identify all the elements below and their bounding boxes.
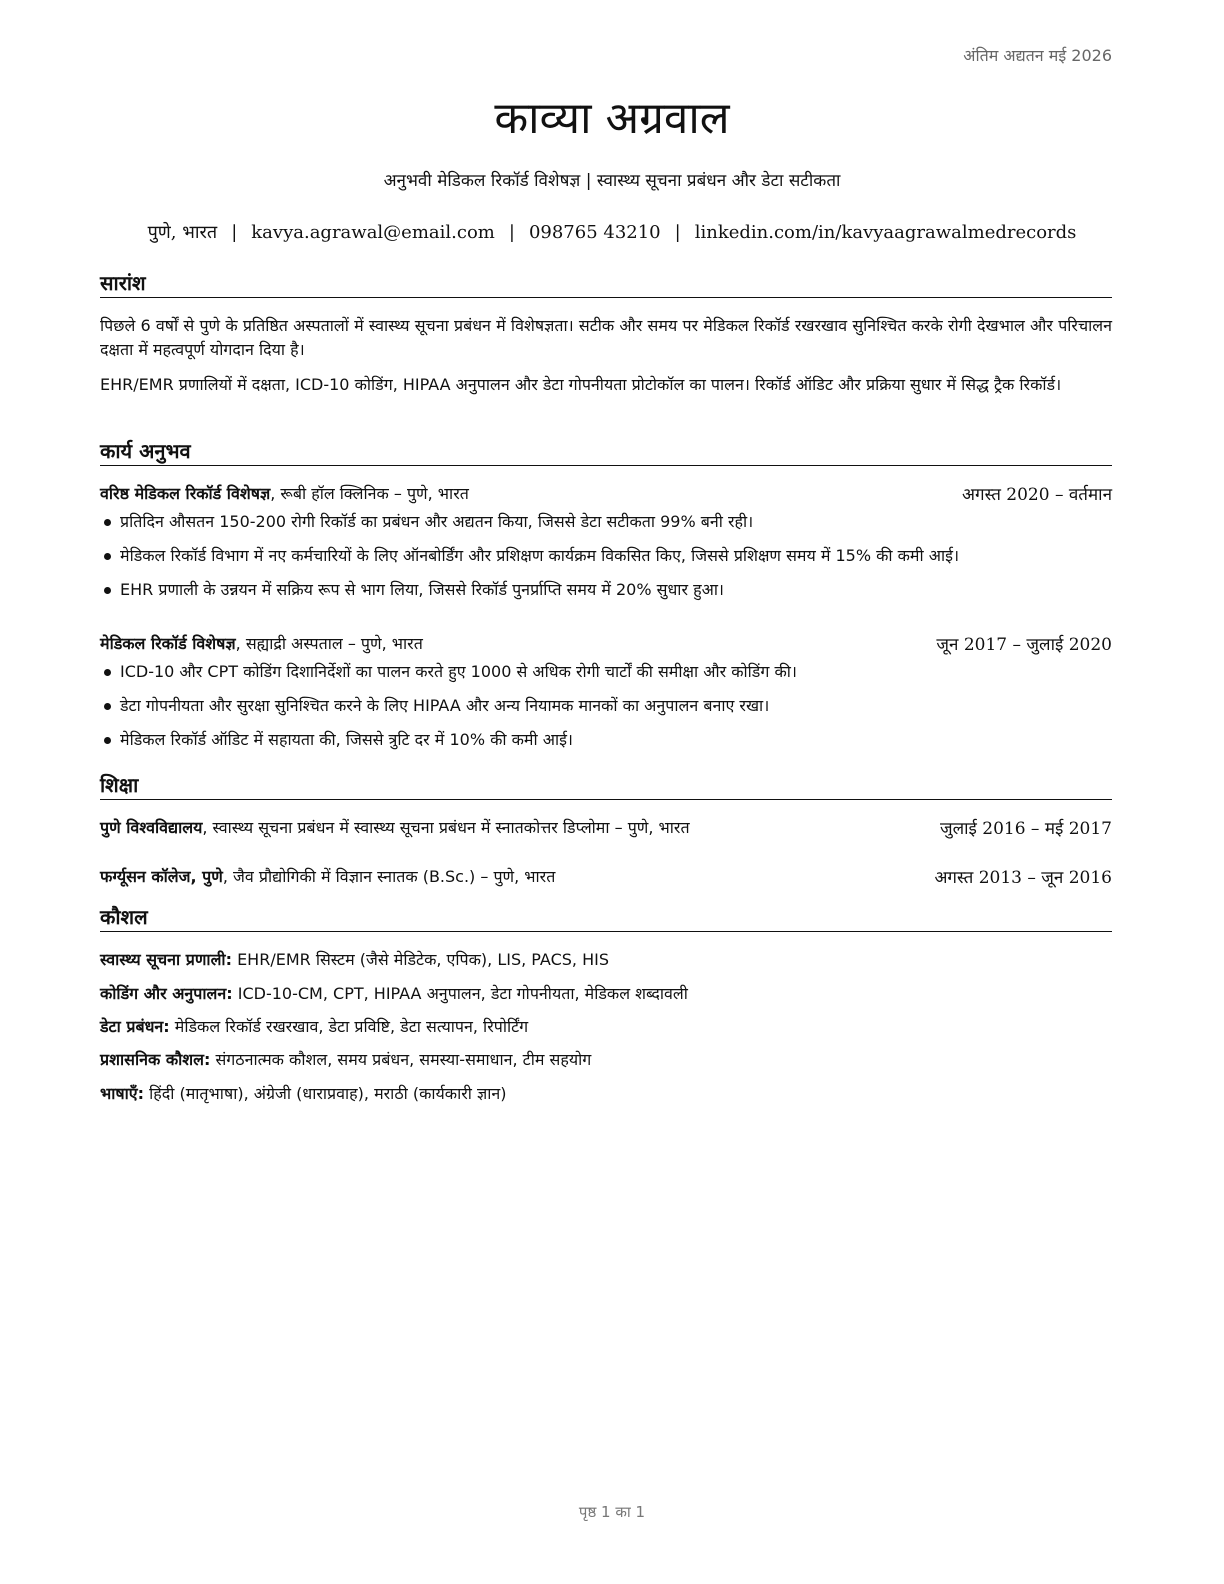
skill-value: संगठनात्मक कौशल, समय प्रबंधन, समस्या-समाधान, टीम सहयोग xyxy=(210,1050,592,1069)
bullet-dot-icon xyxy=(104,669,111,676)
skill-value: EHR/EMR सिस्टम (जैसे मेडिटेक, एपिक), LIS, PACS, HIS xyxy=(231,950,609,969)
summary-paragraph: EHR/EMR प्रणालियों में दक्षता, ICD-10 कोडिंग, HIPAA अनुपालन और डेटा गोपनीयता प्रोटोकॉल का पालन। रिकॉर्ड ऑडिट और प्रक्रिया सुधार में सिद्ध ट्रैक रिकॉर्ड। xyxy=(100,375,1062,394)
education-date: अगस्त 2013 – जून 2016 xyxy=(934,868,1112,888)
bullet-dot-icon xyxy=(104,519,111,526)
experience-heading: कार्य अनुभव xyxy=(100,438,1112,466)
education-heading: शिक्षा xyxy=(100,772,1112,800)
job-role: वरिष्ठ मेडिकल रिकॉर्ड विशेषज्ञ xyxy=(100,484,271,503)
job-bullet xyxy=(100,577,1112,611)
job-header xyxy=(100,482,1112,505)
skill-label: भाषाएँ: xyxy=(100,1084,145,1103)
skill-line xyxy=(100,1082,1112,1104)
candidate-tagline: अनुभवी मेडिकल रिकॉर्ड विशेषज्ञ | स्वास्थ्य सूचना प्रबंधन और डेटा सटीकता xyxy=(383,171,841,191)
candidate-name: काव्या अग्रवाल xyxy=(494,93,730,144)
bullet-text: EHR प्रणाली के उन्नयन में सक्रिय रूप से भाग लिया, जिससे रिकॉर्ड पुनर्प्राप्ति समय में 20% सुधार हुआ। xyxy=(120,580,724,599)
skill-label: प्रशासनिक कौशल: xyxy=(100,1050,211,1069)
skill-label: कोडिंग और अनुपालन: xyxy=(100,984,233,1003)
skill-label: स्वास्थ्य सूचना प्रणाली: xyxy=(100,950,232,969)
contact-linkedin[interactable]: linkedin.com/in/kavyaagrawalmedrecords xyxy=(694,222,1077,243)
job-bullet xyxy=(100,509,1112,543)
job-title-line xyxy=(100,482,469,505)
last-updated-note: अंतिम अद्यतन मई 2026 xyxy=(963,46,1112,65)
education-title-line xyxy=(100,865,555,888)
bullet-text: ICD-10 और CPT कोडिंग दिशानिर्देशों का पालन करते हुए 1000 से अधिक रोगी चार्टों की समीक्षा और कोडिंग की। xyxy=(120,662,797,681)
job-bullet-list xyxy=(100,509,1112,611)
page-number: पृष्ठ 1 का 1 xyxy=(578,1503,646,1521)
job-bullet xyxy=(100,543,1112,577)
job-bullet xyxy=(100,693,1112,727)
bullet-dot-icon xyxy=(104,587,111,594)
bullet-text: डेटा गोपनीयता और सुरक्षा सुनिश्चित करने के लिए HIPAA और अन्य नियामक मानकों का अनुपालन बनाए रखा। xyxy=(120,696,770,715)
skill-label: डेटा प्रबंधन: xyxy=(100,1017,170,1036)
skills-heading: कौशल xyxy=(100,904,1112,932)
job-org: , सह्याद्री अस्पताल – पुणे, भारत xyxy=(235,634,423,653)
job-date: अगस्त 2020 – वर्तमान xyxy=(962,485,1112,505)
education-entry xyxy=(100,816,1112,839)
contact-phone[interactable]: 098765 43210 xyxy=(528,222,661,243)
education-school: फर्ग्यूसन कॉलेज, पुणे xyxy=(100,867,223,886)
skill-line xyxy=(100,1048,1112,1070)
contact-line xyxy=(0,220,1224,244)
contact-separator: | xyxy=(674,222,681,243)
education-date: जुलाई 2016 – मई 2017 xyxy=(939,819,1112,839)
bullet-text: मेडिकल रिकॉर्ड ऑडिट में सहायता की, जिससे त्रुटि दर में 10% की कमी आई। xyxy=(120,730,573,749)
skill-value: मेडिकल रिकॉर्ड रखरखाव, डेटा प्रविष्टि, डेटा सत्यापन, रिपोर्टिंग xyxy=(169,1017,529,1036)
bullet-dot-icon xyxy=(104,737,111,744)
skill-value: ICD-10-CM, CPT, HIPAA अनुपालन, डेटा गोपनीयता, मेडिकल शब्दावली xyxy=(232,984,688,1003)
bullet-dot-icon xyxy=(104,703,111,710)
education-entry xyxy=(100,865,1112,888)
skill-line xyxy=(100,1015,1112,1037)
job-org: , रूबी हॉल क्लिनिक – पुणे, भारत xyxy=(270,484,469,503)
contact-location: पुणे, भारत xyxy=(147,222,218,243)
job-bullet xyxy=(100,659,1112,693)
bullet-dot-icon xyxy=(104,553,111,560)
job-title-line xyxy=(100,632,423,655)
education-title-line xyxy=(100,816,690,839)
contact-separator: | xyxy=(508,222,515,243)
job-bullet xyxy=(100,727,1112,761)
skill-line xyxy=(100,982,1112,1004)
education-school: पुणे विश्वविद्यालय xyxy=(100,818,203,837)
education-detail: , स्वास्थ्य सूचना प्रबंधन में स्वास्थ्य सूचना प्रबंधन में स्नातकोत्तर डिप्लोमा – पुणे, भारत xyxy=(202,818,690,837)
contact-email[interactable]: kavya.agrawal@email.com xyxy=(251,222,495,243)
skill-value: हिंदी (मातृभाषा), अंग्रेजी (धाराप्रवाह), मराठी (कार्यकारी ज्ञान) xyxy=(144,1084,507,1103)
bullet-text: मेडिकल रिकॉर्ड विभाग में नए कर्मचारियों के लिए ऑनबोर्डिंग और प्रशिक्षण कार्यक्रम विकसित किए, जिससे प्रशिक्षण समय में 15% की कमी आई। xyxy=(120,546,960,565)
summary-heading: सारांश xyxy=(100,270,1112,298)
bullet-text: प्रतिदिन औसतन 150-200 रोगी रिकॉर्ड का प्रबंधन और अद्यतन किया, जिससे डेटा सटीकता 99% बनी रही। xyxy=(120,512,754,531)
skill-line xyxy=(100,948,1112,970)
contact-separator: | xyxy=(231,222,238,243)
education-detail: , जैव प्रौद्योगिकी में विज्ञान स्नातक (B.Sc.) – पुणे, भारत xyxy=(222,867,556,886)
summary-paragraph: पिछले 6 वर्षों से पुणे के प्रतिष्ठित अस्पतालों में स्वास्थ्य सूचना प्रबंधन में विशेषज्ञता। सटीक और समय पर मेडिकल रिकॉर्ड रखरखाव सुनिश्चित करके रोगी देखभाल और परिचालन दक्षता में महत्वपूर्ण योगदान दिया है। xyxy=(100,316,1112,359)
job-date: जून 2017 – जुलाई 2020 xyxy=(936,635,1112,655)
job-header xyxy=(100,632,1112,655)
job-bullet-list xyxy=(100,659,1112,761)
job-role: मेडिकल रिकॉर्ड विशेषज्ञ xyxy=(100,634,236,653)
